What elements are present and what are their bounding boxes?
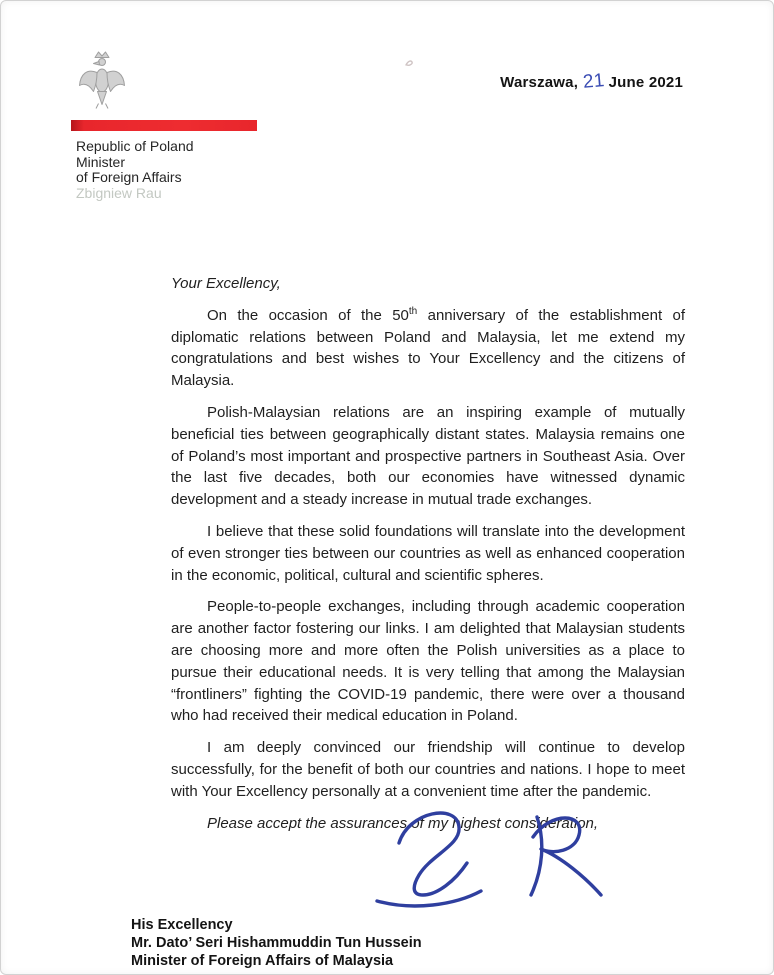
paragraph-1-text: On the occasion of the 50 (207, 306, 409, 324)
sender-line-country: Republic of Poland (76, 138, 194, 154)
paragraph-5: I am deeply convinced our friendship will continue to develop successfully, for the benefit of both our countries and nations. I hope to meet with Your Excellency personally at a convenient time after the pandemic. (171, 739, 685, 800)
polish-eagle-emblem (77, 49, 127, 117)
recipient-block (131, 916, 422, 970)
signature (369, 801, 631, 909)
date-month-year: June 2021 (608, 74, 683, 91)
date-place: Warszawa, (500, 74, 579, 91)
sender-line-title: Minister (76, 153, 126, 170)
paragraph-4: People-to-people exchanges, including through academic cooperation are another factor fostering our links. I am delighted that Malaysian students are choosing more and more often the Polish universities as a place to pursue their educational needs. It is very telling that among the Malaysian “frontliners” fighting the COVID-19 pandemic, there were over a thousand who had received their medical education in Poland. (171, 598, 685, 725)
red-accent-bar (71, 120, 257, 131)
paragraph-3: I believe that these solid foundations will translate into the development of even stronger ties between our countries as well as enhanced cooperation in the economic, political, cultural and scientific spheres. (171, 522, 685, 584)
paragraph-1-text-cont: anniversary of the establishment of diplomatic relations between Poland and Malaysia, let me extend my congratulations and best wishes to Your Excellency and the citizens of Malaysia. (171, 306, 685, 390)
paragraph-1 (171, 305, 685, 392)
letter-body (171, 273, 685, 844)
paragraph-2: Polish-Malaysian relations are an inspiring example of mutually beneficial ties between geographically distant states. Malaysia remains one of Poland’s most important and prospective partners in Southeast Asia. Over the last five decades, both our economies have witnessed dynamic development and a steady increase in mutual trade exchanges. (171, 403, 685, 509)
recipient-line-honorific: His Excellency (131, 917, 233, 933)
sender-line-name: Zbigniew Rau (76, 184, 162, 201)
sender-line-ministry: of Foreign Affairs (76, 169, 182, 186)
recipient-line-title: Minister of Foreign Affairs of Malaysia (131, 953, 394, 969)
ordinal-superscript: th (408, 305, 418, 317)
scan-artifact (403, 56, 415, 68)
date-line (500, 71, 683, 93)
sender-block (76, 139, 194, 201)
salutation: Your Excellency, (171, 275, 281, 292)
closing-line: Please accept the assurances of my highest consideration, (207, 814, 599, 832)
date-day-handwritten: 21 (582, 70, 606, 93)
recipient-line-name: Mr. Dato’ Seri Hishammuddin Tun Hussein (131, 935, 422, 951)
